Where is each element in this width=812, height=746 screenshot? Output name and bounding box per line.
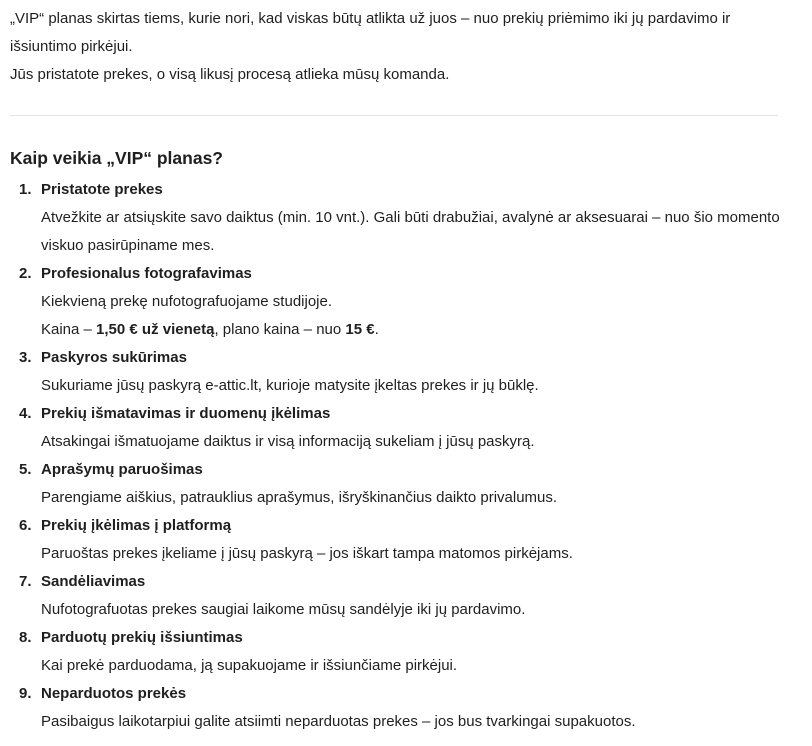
intro-text (10, 5, 790, 89)
step-number: 8. (19, 629, 32, 646)
step-description: Nufotografuotas prekes saugiai laikome mūsų sandėlyje iki jų pardavimo. (41, 601, 526, 618)
list-item (10, 260, 790, 344)
step-title: Sandėliavimas (41, 573, 146, 590)
section-title: Kaip veikia „VIP“ planas? (10, 148, 223, 168)
list-item (10, 680, 790, 736)
list-item (10, 624, 790, 680)
list-item (10, 568, 790, 624)
step-description: Kiekvieną prekę nufotografuojame studijoje. (41, 293, 333, 310)
step-number: 2. (19, 265, 32, 282)
list-item (10, 176, 790, 260)
step-title: Prekių išmatavimas ir duomenų įkėlimas (41, 405, 331, 422)
step-description: Paruoštas prekes įkeliame į jūsų paskyrą – jos iškart tampa matomos pirkėjams. (41, 545, 573, 562)
step-title: Profesionalus fotografavimas (41, 265, 252, 282)
list-item (10, 512, 790, 568)
list-item (10, 400, 790, 456)
steps-list (10, 176, 790, 736)
step-title: Parduotų prekių išsiuntimas (41, 629, 243, 646)
step-description: Parengiame aiškius, patrauklius aprašymus, išryškinančius daikto privalumus. (41, 489, 558, 506)
step-description: Atsakingai išmatuojame daiktus ir visą informaciją sukeliam į jūsų paskyrą. (41, 433, 535, 450)
price-prefix: Kaina – (41, 321, 97, 338)
step-title: Neparduotos prekės (41, 685, 187, 702)
step-description: Sukuriame jūsų paskyrą e-attic.lt, kurioje matysite įkeltas prekes ir jų būklę. (41, 377, 539, 394)
step-number: 7. (19, 573, 32, 590)
step-number: 6. (19, 517, 32, 534)
plan-price: 15 € (345, 321, 375, 338)
intro-paragraph-1: „VIP“ planas skirtas tiems, kurie nori, kad viskas būtų atlikta už juos – nuo prekių priėmimo iki jų pardavimo ir išsiuntimo pirkėjui. (10, 10, 731, 55)
step-title: Prekių įkėlimas į platformą (41, 517, 232, 534)
unit-price: 1,50 € už vienetą (96, 321, 215, 338)
step-number: 3. (19, 349, 32, 366)
price-middle: , plano kaina – nuo (214, 321, 346, 338)
step-title: Pristatote prekes (41, 181, 163, 198)
step-number: 5. (19, 461, 32, 478)
step-number: 1. (19, 181, 32, 198)
step-price-line (41, 316, 790, 344)
step-description: Pasibaigus laikotarpiui galite atsiimti neparduotas prekes – jos bus tvarkingai supakuotos. (41, 713, 636, 730)
section-divider (10, 115, 778, 116)
step-title: Aprašymų paruošimas (41, 461, 203, 478)
price-suffix: . (374, 321, 379, 338)
step-description: Kai prekė parduodama, ją supakuojame ir išsiunčiame pirkėjui. (41, 657, 458, 674)
step-number: 4. (19, 405, 32, 422)
step-description: Atvežkite ar atsiųskite savo daiktus (min. 10 vnt.). Gali būti drabužiai, avalynė ar aksesuarai – nuo šio momento viskuo pasirūpiname mes. (41, 209, 780, 254)
step-title: Paskyros sukūrimas (41, 349, 187, 366)
intro-paragraph-2: Jūs pristatote prekes, o visą likusį procesą atlieka mūsų komanda. (10, 66, 450, 83)
list-item (10, 344, 790, 400)
step-number: 9. (19, 685, 32, 702)
list-item (10, 456, 790, 512)
